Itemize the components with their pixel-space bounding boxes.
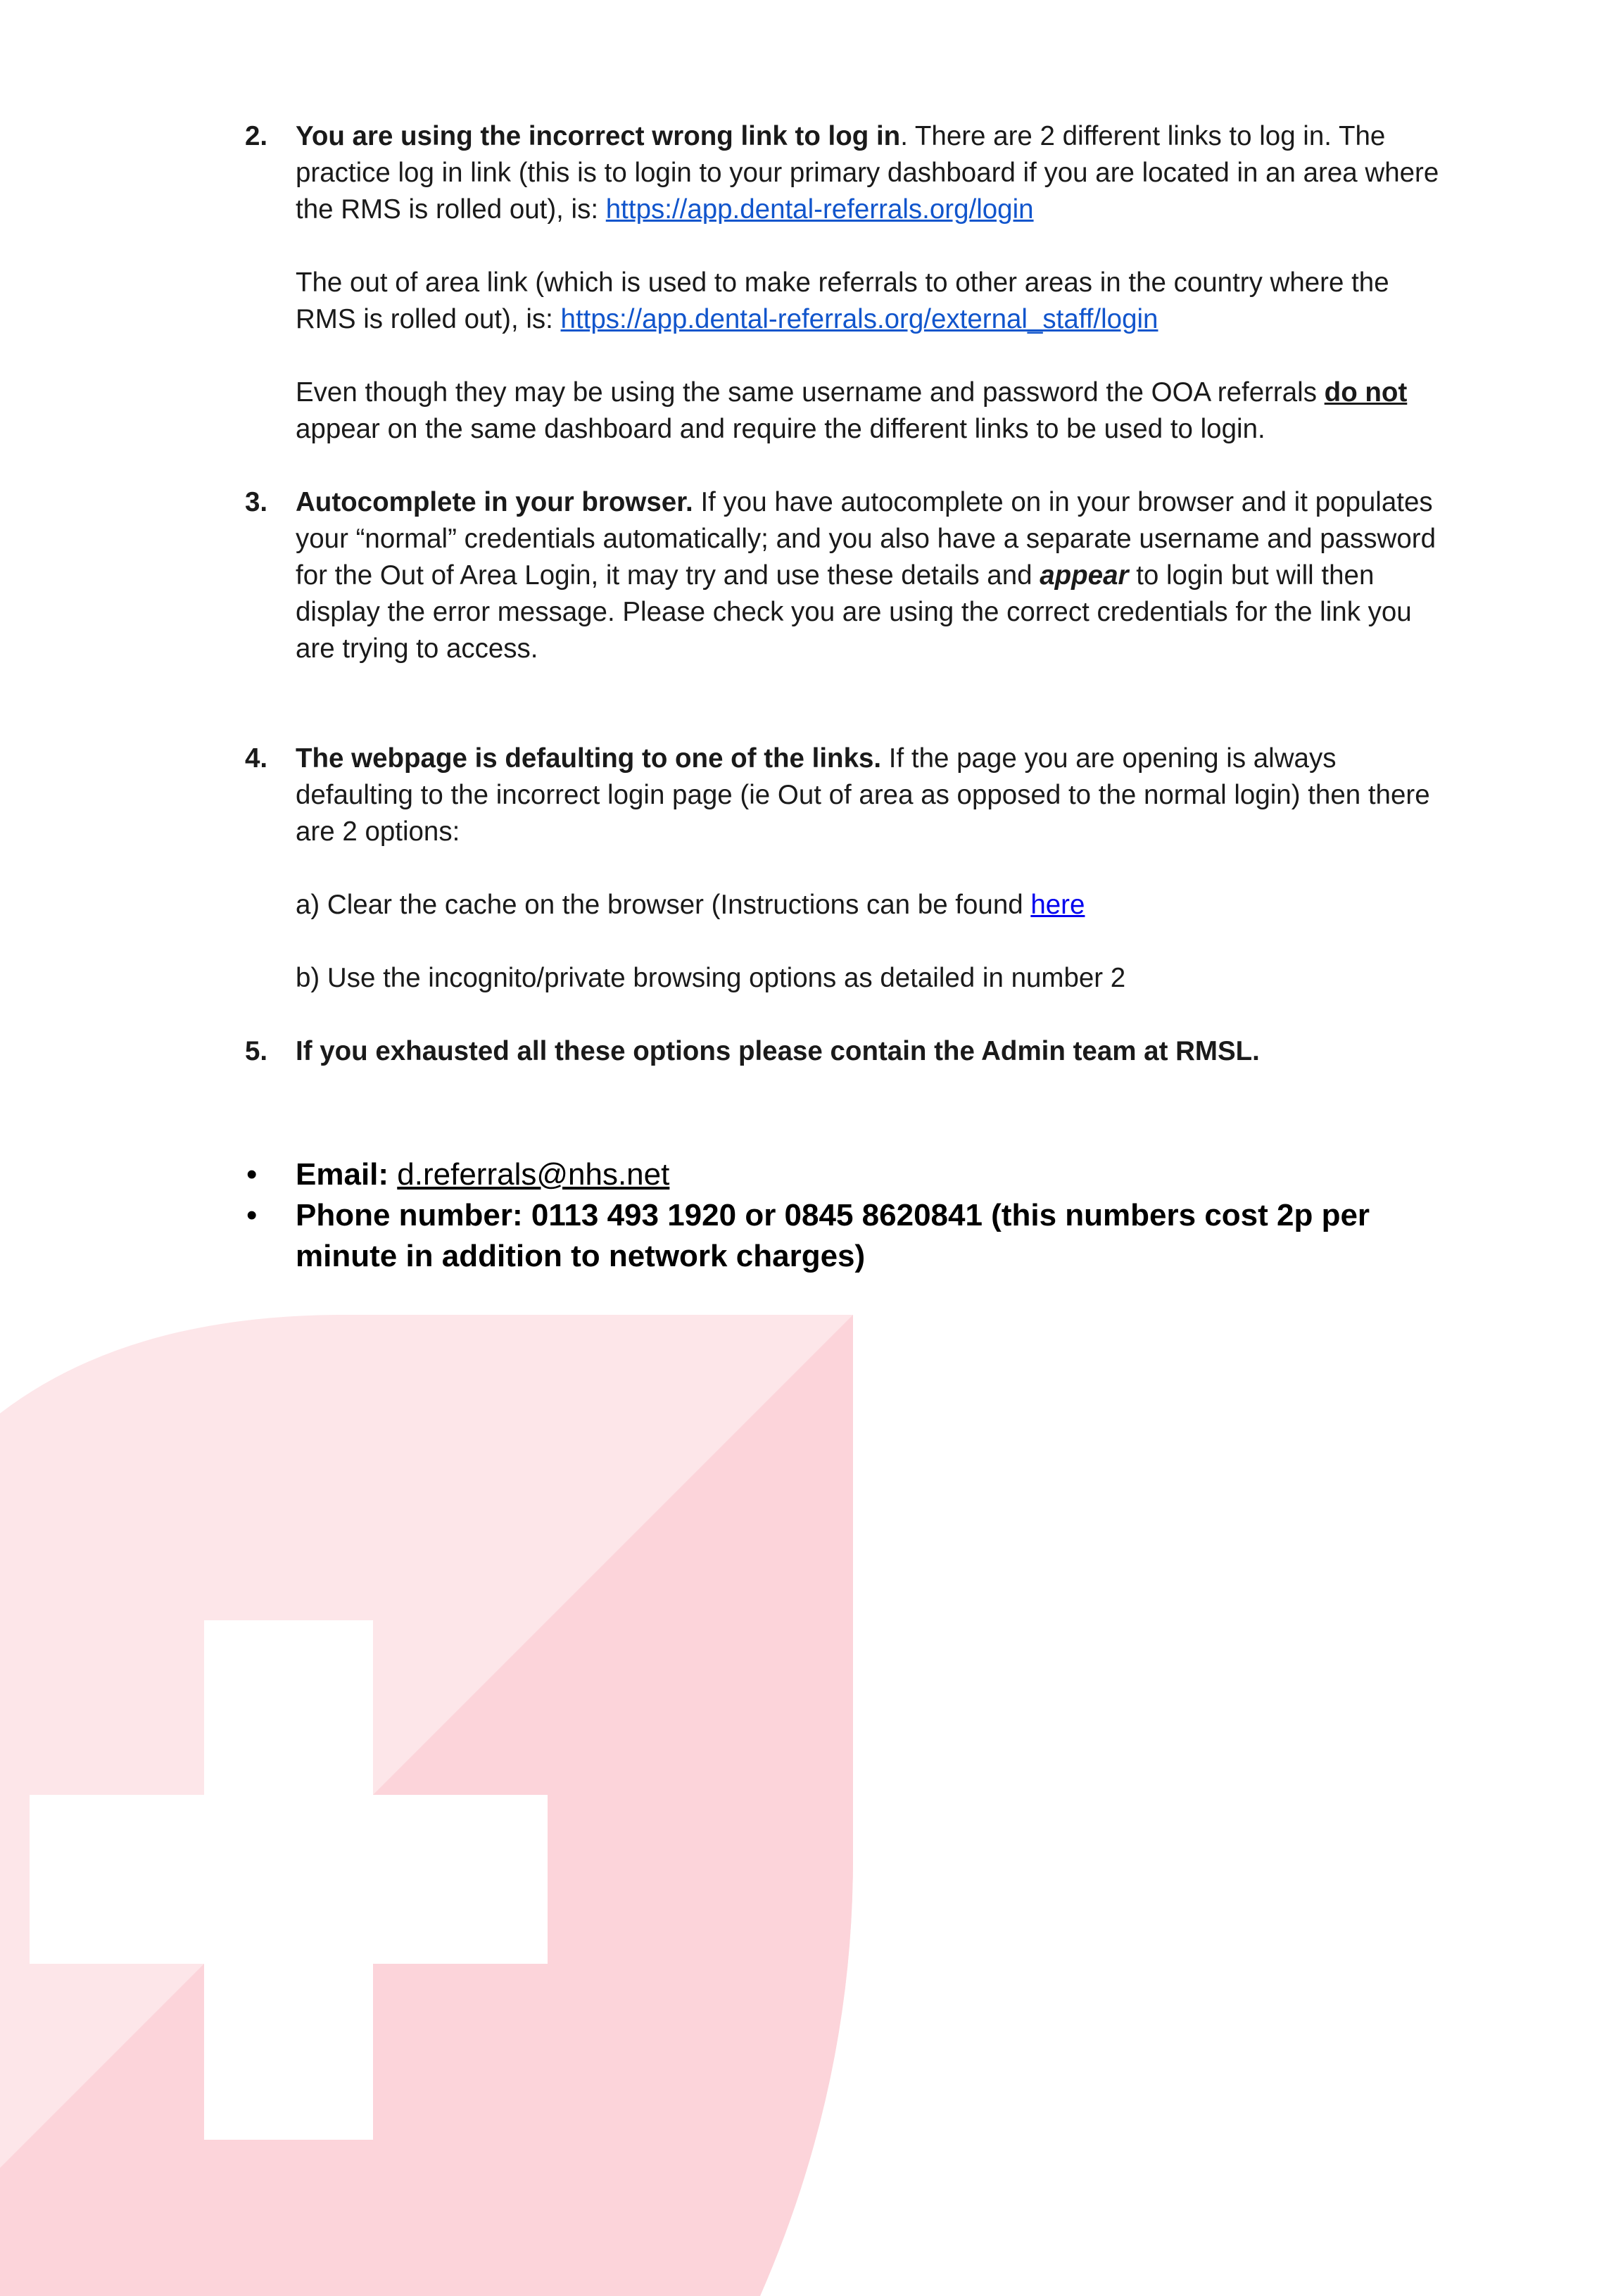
- contact-phone: [245, 1195, 1455, 1277]
- contact-list: [245, 1154, 1455, 1277]
- contact-email: [245, 1154, 1455, 1195]
- item-number: 3.: [245, 487, 268, 517]
- bullet-icon: •: [246, 1157, 258, 1192]
- item-number: 2.: [245, 121, 268, 151]
- document-body: [245, 118, 1441, 1070]
- option-a: a) Clear the cache on the browser (Instructions can be found here: [296, 890, 1085, 920]
- item-title: If you exhausted all these options please contain the Admin team at RMSL.: [296, 1036, 1260, 1066]
- list-item-5: [245, 1033, 1441, 1070]
- email-label: Email:: [296, 1157, 398, 1192]
- out-of-area-login-link[interactable]: https://app.dental-referrals.org/external_staff/login: [560, 304, 1158, 334]
- item-number: 5.: [245, 1036, 268, 1066]
- item-title: The webpage is defaulting to one of the links.: [296, 743, 882, 774]
- list-item-3: 3. Autocomplete in your browser. If you have autocomplete on in your browser and it populates your “normal” credentials automatically; and you also have a separate username and password for the Out of Area Login, it may try and use these details and appear to login but will then display the error message. Please check you are using the correct credentials for the link you are trying to access.: [245, 484, 1441, 667]
- practice-login-link[interactable]: https://app.dental-referrals.org/login: [605, 194, 1034, 225]
- emphasis-do-not: do not: [1324, 377, 1408, 408]
- option-b: b) Use the incognito/private browsing options as detailed in number 2: [296, 963, 1126, 993]
- emphasis-appear: appear: [1040, 560, 1129, 591]
- email-link[interactable]: d.referrals@nhs.net: [397, 1157, 670, 1192]
- list-item-4: 4. The webpage is defaulting to one of the links. If the page you are opening is always defaulting to the incorrect login page (ie Out of area as opposed to the normal login) then there are 2 options: a) Clear the cache on the browser (Instructions can be found here b) Use the incognito/private browsing options as detailed in number 2: [245, 740, 1441, 997]
- item-title: Autocomplete in your browser.: [296, 487, 693, 517]
- bullet-icon: •: [246, 1198, 258, 1232]
- cache-instructions-link[interactable]: here: [1030, 890, 1085, 920]
- phone-number: Phone number: 0113 493 1920 or 0845 8620841 (this numbers cost 2p per minute in addition to network charges): [296, 1198, 1370, 1273]
- item-title: You are using the incorrect wrong link to log in: [296, 121, 901, 151]
- item-number: 4.: [245, 743, 268, 774]
- list-item-2: 2. You are using the incorrect wrong link to log in. There are 2 different links to log in. The practice log in link (this is to login to your primary dashboard if you are located in an area where the RMS is rolled out), is: https://app.dental-referrals.org/login The out of area link (which is used to make referrals to other areas in the country where the RMS is rolled out), is: https://app.dental-referrals.org/external_staff/login Even though they may be using the same username and password the OOA referrals do not appear on the same dashboard and require the different links to be used to login.: [245, 118, 1441, 448]
